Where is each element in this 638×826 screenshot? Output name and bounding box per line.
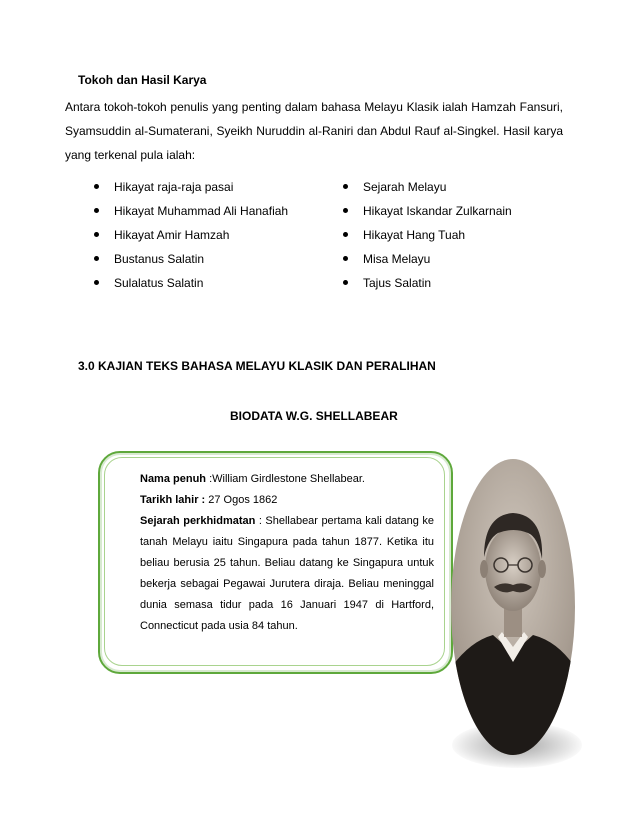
list-item: Hikayat Iskandar Zulkarnain bbox=[343, 204, 512, 228]
list-item: Misa Melayu bbox=[343, 252, 512, 276]
bio-dob-value: 27 Ogos 1862 bbox=[205, 494, 278, 506]
bio-service-label: Sejarah perkhidmatan bbox=[140, 515, 256, 527]
bio-dob-label: Tarikh lahir : bbox=[140, 494, 206, 506]
bio-service-value: : Shellabear pertama kali datang ke tanah Melayu iaitu Singapura pada tahun 1877. Ketika itu beliau berusia 25 tahun. Beliau datang ke Singapura untuk bekerja sebagai Pegawai Jurutera diraja. Beliau meninggal dunia semasa tidur pada 16 Januari 1947 di Hartford, Connecticut pada usia 84 tahun. bbox=[140, 515, 434, 632]
list-item: Sejarah Melayu bbox=[343, 180, 512, 204]
bio-name-label: Nama penuh bbox=[140, 473, 207, 485]
section-heading: 3.0 KAJIAN TEKS BAHASA MELAYU KLASIK DAN PERALIHAN bbox=[78, 359, 436, 373]
list-item: Hikayat Amir Hamzah bbox=[94, 228, 288, 252]
list-item: Tajus Salatin bbox=[343, 276, 512, 300]
portrait-photo bbox=[448, 457, 578, 761]
bio-service-line bbox=[140, 511, 434, 637]
intro-paragraph: Antara tokoh-tokoh penulis yang penting dalam bahasa Melayu Klasik ialah Hamzah Fansuri, Syamsuddin al-Sumaterani, Syeikh Nuruddin al-Raniri dan Abdul Rauf al-Singkel. Hasil karya yang terkenal pula ialah: bbox=[65, 100, 563, 162]
works-list-left bbox=[94, 180, 288, 300]
list-item: Hikayat raja-raja pasai bbox=[94, 180, 288, 204]
list-item: Sulalatus Salatin bbox=[94, 276, 288, 300]
biodata-text bbox=[140, 469, 434, 637]
biodata-heading: BIODATA W.G. SHELLABEAR bbox=[230, 409, 398, 423]
list-item: Hikayat Muhammad Ali Hanafiah bbox=[94, 204, 288, 228]
list-item: Bustanus Salatin bbox=[94, 252, 288, 276]
works-list-right bbox=[343, 180, 512, 300]
portrait-image bbox=[448, 457, 578, 761]
bio-dob-line bbox=[140, 490, 434, 511]
list-item: Hikayat Hang Tuah bbox=[343, 228, 512, 252]
tokoh-heading: Tokoh dan Hasil Karya bbox=[78, 73, 207, 87]
bio-name-line bbox=[140, 469, 434, 490]
bio-name-value: :William Girdlestone Shellabear. bbox=[206, 473, 365, 485]
